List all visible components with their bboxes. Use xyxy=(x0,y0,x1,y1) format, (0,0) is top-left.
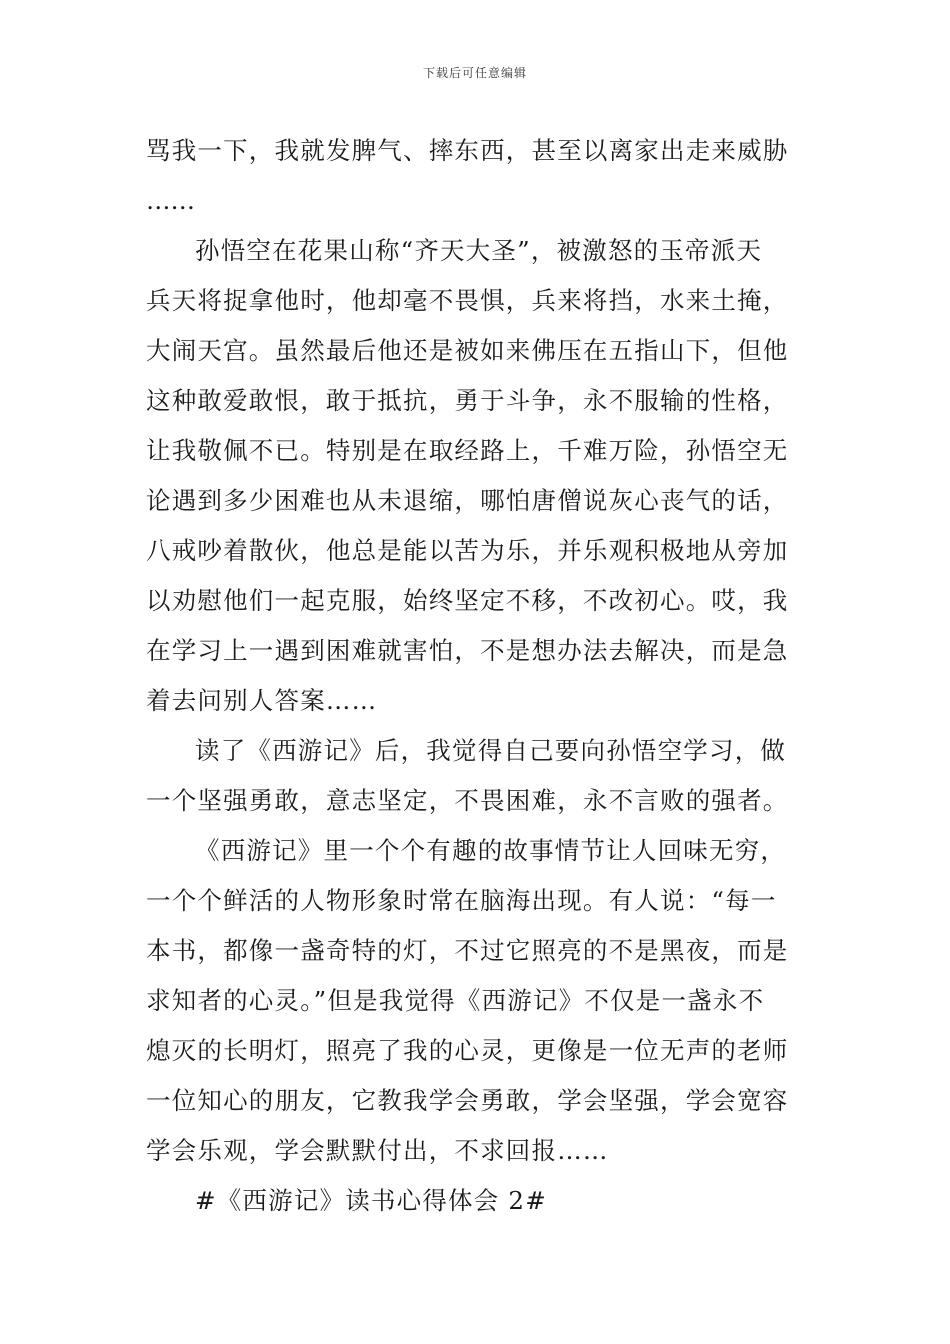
text-line: 《西游记》里一个个有趣的故事情节让人回味无穷， xyxy=(195,836,787,865)
text-line: 一个坚强勇敢，意志坚定，不畏困难，永不言败的强者。 xyxy=(146,786,789,815)
text-line: 以劝慰他们一起克服，始终坚定不移，不改初心。哎，我 xyxy=(146,586,789,615)
text-line: 这种敢爱敢恨，敢于抵抗，勇于斗争，永不服输的性格， xyxy=(146,386,789,415)
paragraph xyxy=(146,126,806,226)
text-line: 在学习上一遇到困难就害怕，不是想办法去解决，而是急 xyxy=(146,636,789,665)
page-header-note: 下载后可任意编辑 xyxy=(422,66,527,80)
text-line: 论遇到多少困难也从未退缩，哪怕唐僧说灰心丧气的话， xyxy=(146,486,789,515)
text-line: 读了《西游记》后，我觉得自己要向孙悟空学习，做 xyxy=(195,736,787,765)
text-line: 一个个鲜活的人物形象时常在脑海出现。有人说：“每一 xyxy=(146,886,777,915)
text-line: 着去问别人答案…… xyxy=(146,686,378,715)
paragraph xyxy=(146,226,806,726)
text-line: 熄灭的长明灯，照亮了我的心灵，更像是一位无声的老师 xyxy=(146,1036,789,1065)
paragraph xyxy=(146,826,806,1176)
section-heading xyxy=(146,1176,806,1226)
text-line: …… xyxy=(146,186,195,215)
text-line: 求知者的心灵。”但是我觉得《西游记》不仅是一盏永不 xyxy=(146,986,765,1015)
text-line: 学会乐观，学会默默付出，不求回报…… xyxy=(146,1136,609,1165)
text-line: 骂我一下，我就发脾气、摔东西，甚至以离家出走来威胁 xyxy=(146,136,789,165)
paragraph xyxy=(146,726,806,826)
document-body xyxy=(146,126,806,1226)
text-line: 孙悟空在花果山称“齐天大圣”，被激怒的玉帝派天 xyxy=(195,236,763,265)
text-line: 八戒吵着散伙，他总是能以苦为乐，并乐观积极地从旁加 xyxy=(146,536,789,565)
text-line: 本书，都像一盏奇特的灯，不过它照亮的不是黑夜，而是 xyxy=(146,936,789,965)
text-line: 一位知心的朋友，它教我学会勇敢，学会坚强，学会宽容 xyxy=(146,1086,789,1115)
text-line: 大闹天宫。虽然最后他还是被如来佛压在五指山下，但他 xyxy=(146,336,789,365)
text-line: 兵天将捉拿他时，他却毫不畏惧，兵来将挡，水来土掩， xyxy=(146,286,789,315)
text-line: 让我敬佩不已。特别是在取经路上，千难万险，孙悟空无 xyxy=(146,436,789,465)
text-line: #《西游记》读书心得体会 2# xyxy=(195,1186,547,1215)
